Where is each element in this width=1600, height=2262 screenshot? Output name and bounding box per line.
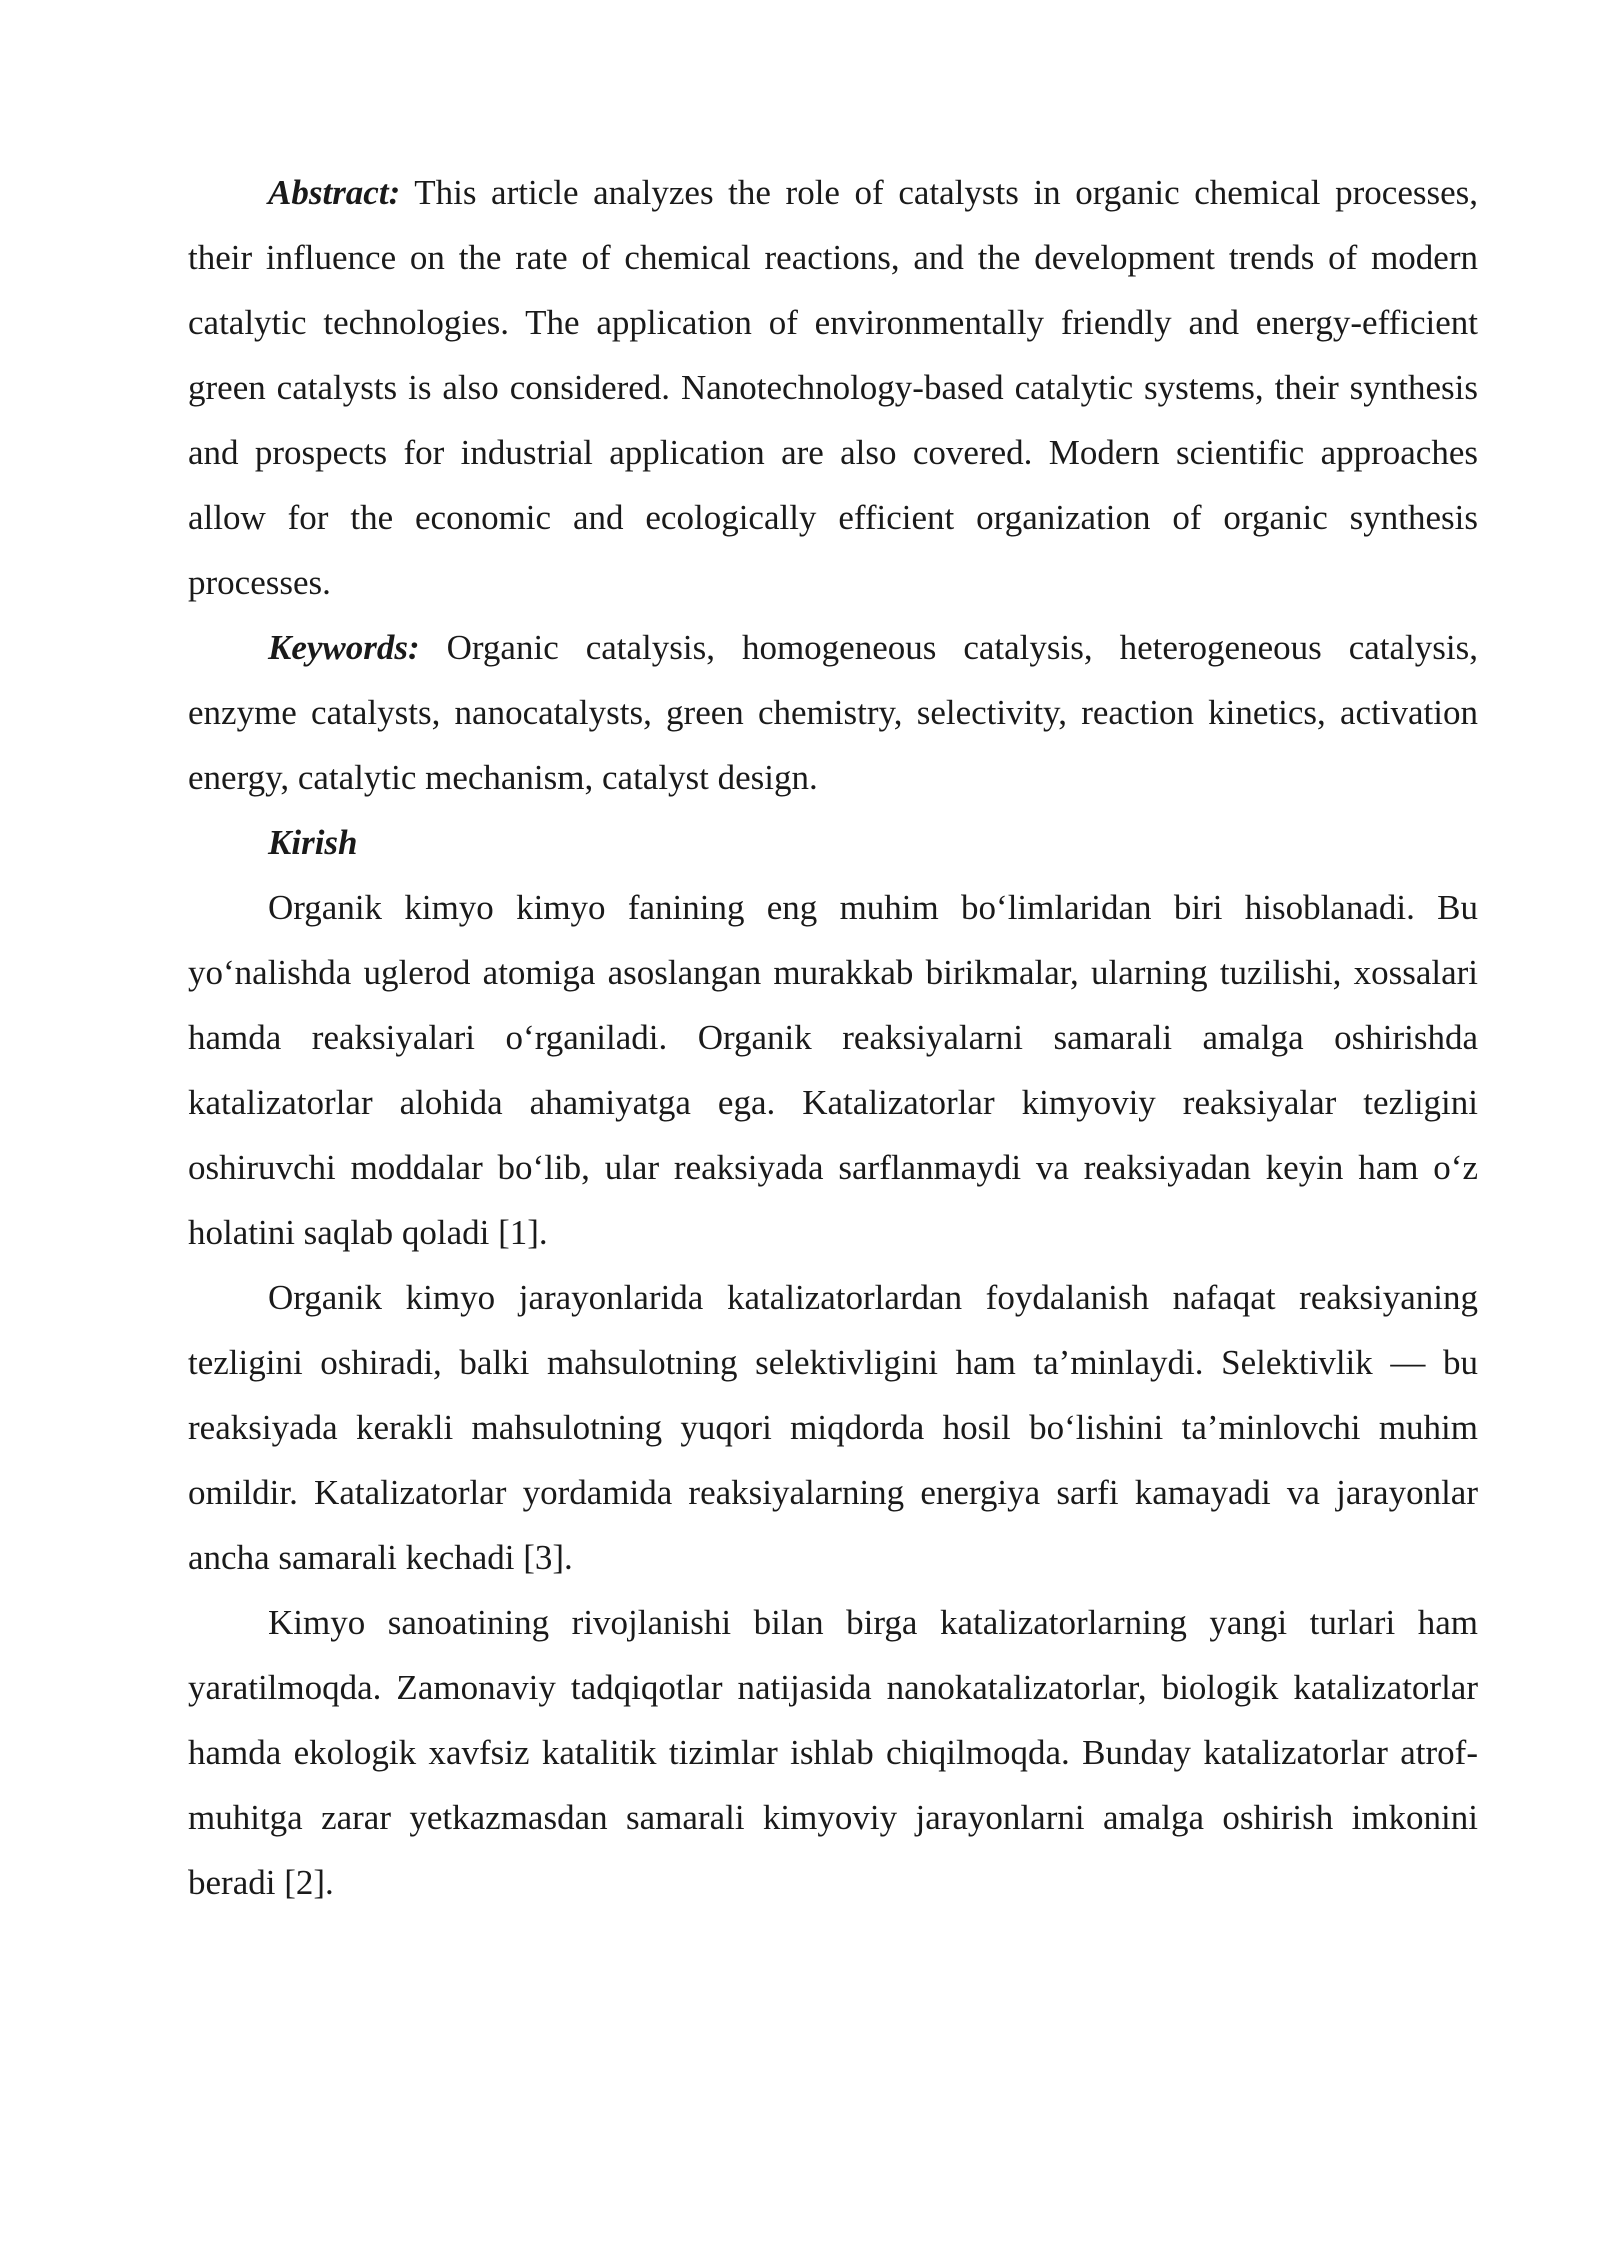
body-paragraph-3: Kimyo sanoatining rivojlanishi bilan birga katalizatorlarning yangi turlari ham yaratilmoqda. Zamonaviy tadqiqotlar natijasida nanokatalizatorlar, biologik katalizatorlar hamda ekologik xavfsiz katalitik tizimlar ishlab chiqilmoqda. Bunday katalizatorlar atrof-muhitga zarar yetkazmasdan samarali kimyoviy jarayonlarni amalga oshirish imkonini beradi [2]. — [188, 1603, 1478, 1902]
keywords-paragraph — [188, 615, 1478, 810]
abstract-paragraph — [188, 160, 1478, 615]
page-body — [188, 160, 1478, 1915]
section-heading-introduction: Kirish — [268, 823, 358, 862]
keywords-text: Organic catalysis, homogeneous catalysis, heterogeneous catalysis, enzyme catalysts, nanocatalysts, green chemistry, selectivity, reaction kinetics, activation energy, catalytic mechanism, catalyst design. — [188, 628, 1478, 797]
keywords-label: Keywords: — [268, 628, 420, 667]
abstract-label: Abstract: — [268, 173, 401, 212]
body-paragraph-2: Organik kimyo jarayonlarida katalizatorlardan foydalanish nafaqat reaksiyaning tezligini oshiradi, balki mahsulotning selektivligini ham ta’minlaydi. Selektivlik — bu reaksiyada kerakli mahsulotning yuqori miqdorda hosil bo‘lishini ta’minlovchi muhim omildir. Katalizatorlar yordamida reaksiyalarning energiya sarfi kamayadi va jarayonlar ancha samarali kechadi [3]. — [188, 1278, 1478, 1577]
body-paragraph-1: Organik kimyo kimyo fanining eng muhim bo‘limlaridan biri hisoblanadi. Bu yo‘nalishda uglerod atomiga asoslangan murakkab birikmalar, ularning tuzilishi, xossalari hamda reaksiyalari o‘rganiladi. Organik reaksiyalarni samarali amalga oshirishda katalizatorlar alohida ahamiyatga ega. Katalizatorlar kimyoviy reaksiyalar tezligini oshiruvchi moddalar bo‘lib, ular reaksiyada sarflanmaydi va reaksiyadan keyin ham o‘z holatini saqlab qoladi [1]. — [188, 888, 1478, 1252]
abstract-text: This article analyzes the role of catalysts in organic chemical processes, their influence on the rate of chemical reactions, and the development trends of modern catalytic technologies. The application of environmentally friendly and energy-efficient green catalysts is also considered. Nanotechnology-based catalytic systems, their synthesis and prospects for industrial application are also covered. Modern scientific approaches allow for the economic and ecologically efficient organization of organic synthesis processes. — [188, 173, 1478, 602]
